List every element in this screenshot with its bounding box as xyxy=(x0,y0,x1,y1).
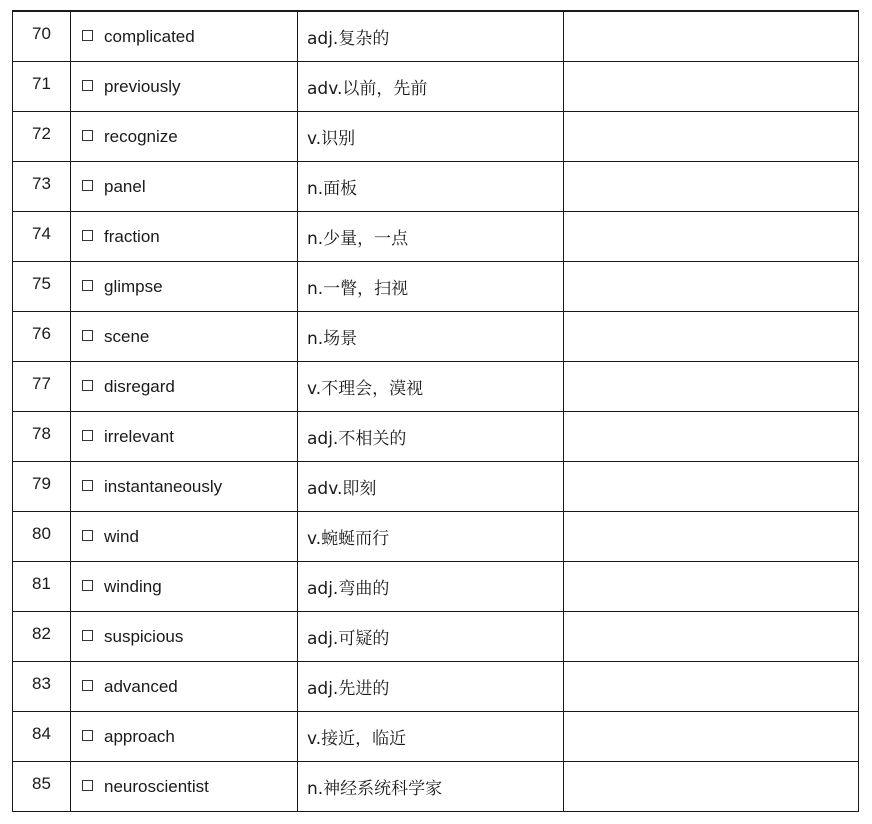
chinese-meaning: n.神经系统科学家 xyxy=(307,779,443,799)
word-number-cell xyxy=(13,762,71,812)
word-number: 71 xyxy=(32,73,51,93)
chinese-meaning: adj.不相关的 xyxy=(307,429,407,449)
meaning-cell xyxy=(298,112,564,162)
english-word: winding xyxy=(104,576,162,596)
word-number: 72 xyxy=(32,123,51,143)
checkbox-icon[interactable] xyxy=(82,530,93,541)
word-number: 70 xyxy=(32,23,51,43)
meaning-cell xyxy=(298,662,564,712)
table-row xyxy=(13,462,859,512)
checkbox-icon[interactable] xyxy=(82,780,93,791)
meaning-cell xyxy=(298,312,564,362)
word-number: 81 xyxy=(32,573,51,593)
word-cell xyxy=(71,362,298,412)
table-row xyxy=(13,362,859,412)
checkbox-icon[interactable] xyxy=(82,430,93,441)
chinese-meaning: adj.可疑的 xyxy=(307,629,390,649)
word-cell xyxy=(71,62,298,112)
word-number-cell xyxy=(13,462,71,512)
checkbox-icon[interactable] xyxy=(82,380,93,391)
checkbox-icon[interactable] xyxy=(82,330,93,341)
checkbox-icon[interactable] xyxy=(82,580,93,591)
notes-cell[interactable] xyxy=(564,212,859,262)
english-word: advanced xyxy=(104,676,178,696)
chinese-meaning: v.蜿蜒而行 xyxy=(307,529,390,549)
meaning-cell xyxy=(298,362,564,412)
word-cell xyxy=(71,712,298,762)
word-number: 76 xyxy=(32,323,51,343)
notes-cell[interactable] xyxy=(564,62,859,112)
notes-cell[interactable] xyxy=(564,312,859,362)
notes-cell[interactable] xyxy=(564,112,859,162)
english-word: instantaneously xyxy=(104,476,223,496)
checkbox-icon[interactable] xyxy=(82,130,93,141)
chinese-meaning: n.少量，一点 xyxy=(307,229,409,249)
word-number-cell xyxy=(13,612,71,662)
table-row xyxy=(13,11,859,62)
vocabulary-table-body xyxy=(13,11,859,812)
meaning-cell xyxy=(298,712,564,762)
word-cell xyxy=(71,662,298,712)
word-cell xyxy=(71,412,298,462)
checkbox-icon[interactable] xyxy=(82,280,93,291)
word-cell xyxy=(71,162,298,212)
word-number: 74 xyxy=(32,223,51,243)
meaning-cell xyxy=(298,212,564,262)
word-number-cell xyxy=(13,712,71,762)
english-word: panel xyxy=(104,176,146,196)
word-number: 84 xyxy=(32,723,51,743)
word-number-cell xyxy=(13,512,71,562)
english-word: approach xyxy=(104,726,175,746)
word-cell xyxy=(71,462,298,512)
word-number: 73 xyxy=(32,173,51,193)
english-word: recognize xyxy=(104,126,178,146)
meaning-cell xyxy=(298,462,564,512)
table-row xyxy=(13,212,859,262)
meaning-cell xyxy=(298,162,564,212)
table-row xyxy=(13,62,859,112)
word-number: 80 xyxy=(32,523,51,543)
english-word: wind xyxy=(104,526,139,546)
chinese-meaning: adj.复杂的 xyxy=(307,29,390,49)
notes-cell[interactable] xyxy=(564,612,859,662)
word-number-cell xyxy=(13,212,71,262)
notes-cell[interactable] xyxy=(564,412,859,462)
word-number-cell xyxy=(13,362,71,412)
table-row xyxy=(13,412,859,462)
chinese-meaning: adj.弯曲的 xyxy=(307,579,390,599)
english-word: neuroscientist xyxy=(104,776,209,796)
word-cell xyxy=(71,212,298,262)
notes-cell[interactable] xyxy=(564,712,859,762)
word-number: 83 xyxy=(32,673,51,693)
notes-cell[interactable] xyxy=(564,11,859,62)
word-cell xyxy=(71,11,298,62)
chinese-meaning: v.接近，临近 xyxy=(307,729,407,749)
table-row xyxy=(13,162,859,212)
english-word: glimpse xyxy=(104,276,163,296)
word-number: 79 xyxy=(32,473,51,493)
table-row xyxy=(13,562,859,612)
checkbox-icon[interactable] xyxy=(82,180,93,191)
table-row xyxy=(13,662,859,712)
word-number-cell xyxy=(13,112,71,162)
checkbox-icon[interactable] xyxy=(82,730,93,741)
notes-cell[interactable] xyxy=(564,662,859,712)
english-word: scene xyxy=(104,326,150,346)
meaning-cell xyxy=(298,62,564,112)
word-number-cell xyxy=(13,562,71,612)
notes-cell[interactable] xyxy=(564,462,859,512)
table-row xyxy=(13,312,859,362)
word-number-cell xyxy=(13,62,71,112)
english-word: suspicious xyxy=(104,626,184,646)
notes-cell[interactable] xyxy=(564,562,859,612)
word-cell xyxy=(71,762,298,812)
word-cell xyxy=(71,312,298,362)
word-number: 82 xyxy=(32,623,51,643)
meaning-cell xyxy=(298,512,564,562)
chinese-meaning: adj.先进的 xyxy=(307,679,390,699)
notes-cell[interactable] xyxy=(564,512,859,562)
checkbox-icon[interactable] xyxy=(82,680,93,691)
checkbox-icon[interactable] xyxy=(82,230,93,241)
vocabulary-table xyxy=(12,10,859,812)
chinese-meaning: n.一瞥，扫视 xyxy=(307,279,409,299)
word-number-cell xyxy=(13,162,71,212)
english-word: previously xyxy=(104,76,181,96)
table-row xyxy=(13,762,859,812)
table-row xyxy=(13,262,859,312)
meaning-cell xyxy=(298,412,564,462)
english-word: disregard xyxy=(104,376,175,396)
english-word: complicated xyxy=(104,26,195,46)
notes-cell[interactable] xyxy=(564,162,859,212)
table-row xyxy=(13,512,859,562)
table-row xyxy=(13,112,859,162)
word-number: 85 xyxy=(32,773,51,793)
word-number-cell xyxy=(13,412,71,462)
meaning-cell xyxy=(298,612,564,662)
word-cell xyxy=(71,562,298,612)
checkbox-icon[interactable] xyxy=(82,30,93,41)
word-number-cell xyxy=(13,312,71,362)
meaning-cell xyxy=(298,762,564,812)
checkbox-icon[interactable] xyxy=(82,630,93,641)
notes-cell[interactable] xyxy=(564,262,859,312)
notes-cell[interactable] xyxy=(564,362,859,412)
word-cell xyxy=(71,112,298,162)
word-cell xyxy=(71,512,298,562)
word-cell xyxy=(71,262,298,312)
word-number: 78 xyxy=(32,423,51,443)
word-number-cell xyxy=(13,662,71,712)
checkbox-icon[interactable] xyxy=(82,80,93,91)
chinese-meaning: adv.以前，先前 xyxy=(307,79,428,99)
chinese-meaning: v.不理会，漠视 xyxy=(307,379,424,399)
table-row xyxy=(13,712,859,762)
word-number: 75 xyxy=(32,273,51,293)
table-row xyxy=(13,612,859,662)
english-word: irrelevant xyxy=(104,426,174,446)
chinese-meaning: v.识别 xyxy=(307,129,356,149)
word-cell xyxy=(71,612,298,662)
meaning-cell xyxy=(298,262,564,312)
meaning-cell xyxy=(298,11,564,62)
chinese-meaning: n.场景 xyxy=(307,329,358,349)
word-number-cell xyxy=(13,11,71,62)
chinese-meaning: adv.即刻 xyxy=(307,479,377,499)
english-word: fraction xyxy=(104,226,160,246)
checkbox-icon[interactable] xyxy=(82,480,93,491)
word-number: 77 xyxy=(32,373,51,393)
meaning-cell xyxy=(298,562,564,612)
notes-cell[interactable] xyxy=(564,762,859,812)
chinese-meaning: n.面板 xyxy=(307,179,358,199)
word-number-cell xyxy=(13,262,71,312)
